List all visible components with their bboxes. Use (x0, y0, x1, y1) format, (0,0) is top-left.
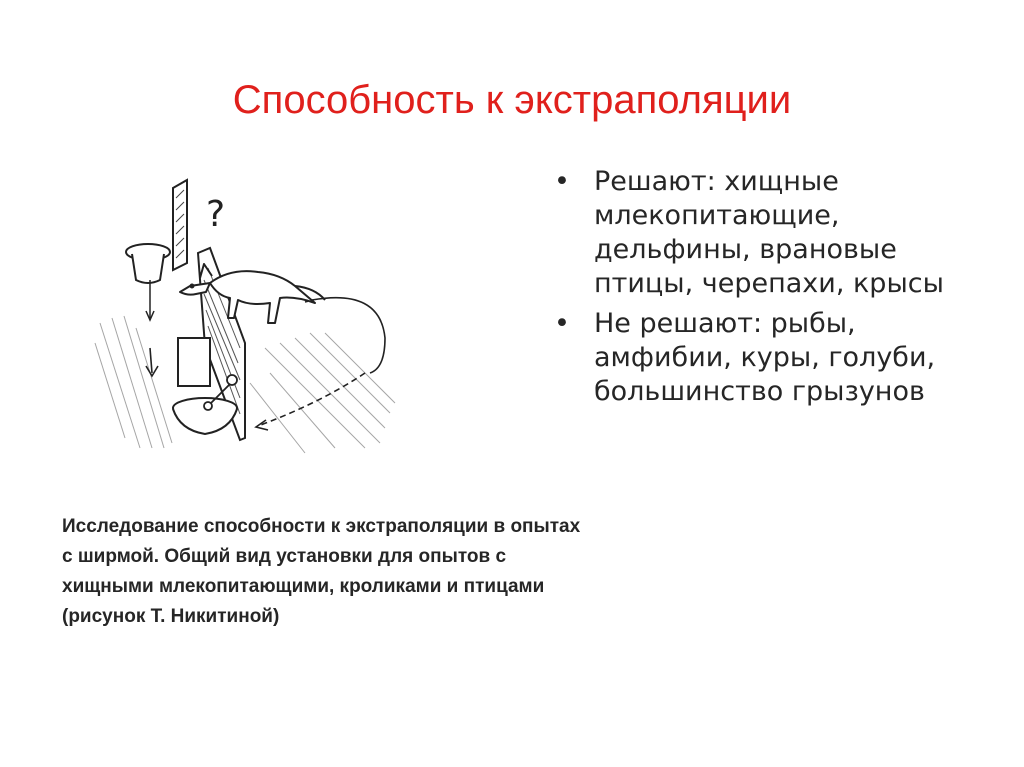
screen-icon (173, 180, 187, 270)
slide-title: Способность к экстраполяции (232, 78, 792, 122)
figure-caption: Исследование способности к экстраполяции в опытах с ширмой. Общий вид установки для опытов с хищными млекопитающими, кроликами и птицами (рисунок Т. Никитиной) (62, 516, 581, 627)
question-mark: ? (206, 194, 226, 235)
bullet-text: Не решают: рыбы, амфибии, куры, голуби, большинство грызунов (594, 308, 936, 407)
hat-icon (126, 244, 170, 320)
screen-experiment-illustration (80, 168, 460, 458)
bullet-dot: • (554, 308, 570, 339)
bullet-item-solve (552, 165, 992, 301)
bullet-list (552, 165, 992, 415)
bullet-dot: • (554, 166, 570, 197)
bullet-text: Решают: хищные млекопитающие, дельфины, врановые птицы, черепахи, крысы (594, 166, 944, 299)
bullet-item-not-solve (552, 307, 992, 409)
